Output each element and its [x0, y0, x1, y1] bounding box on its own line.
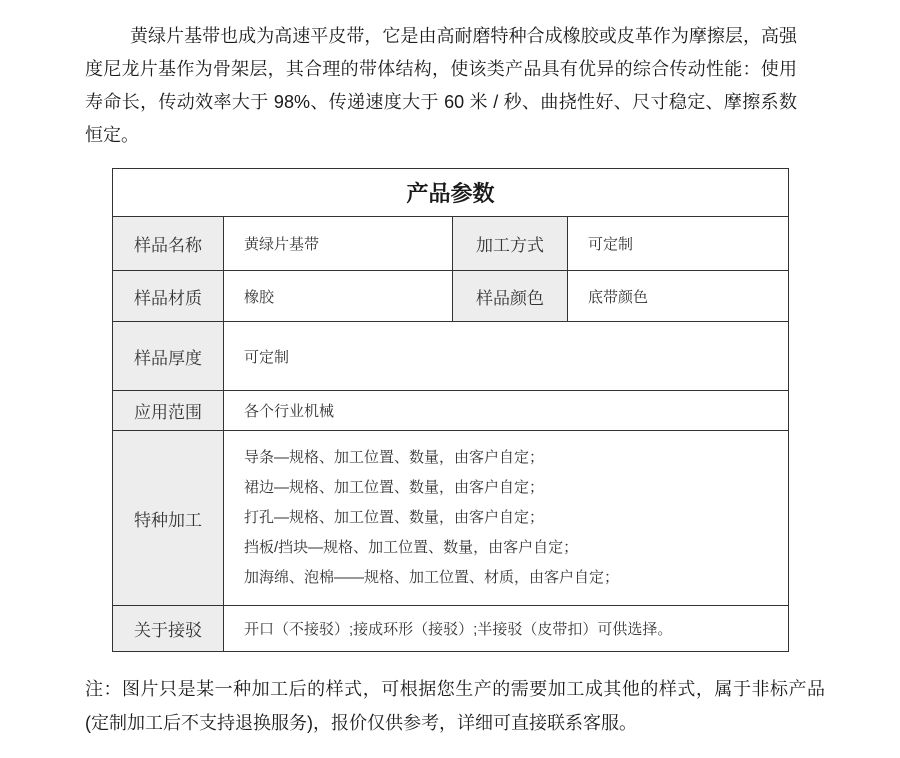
table-title-row	[113, 169, 789, 217]
param-value-sample-thickness: 可定制	[224, 322, 789, 391]
param-value-sample-material: 橡胶	[224, 271, 453, 322]
param-label-sample-name: 样品名称	[113, 217, 224, 271]
param-value-sample-color: 底带颜色	[568, 271, 789, 322]
table-row	[113, 431, 789, 606]
param-label-special-processing: 特种加工	[113, 431, 224, 606]
product-params-table	[112, 168, 789, 652]
special-processing-line: 加海绵、泡棉——规格、加工位置、材质，由客户自定；	[244, 569, 620, 586]
table-title: 产品参数	[113, 169, 789, 217]
param-label-sample-material: 样品材质	[113, 271, 224, 322]
param-value-sample-name: 黄绿片基带	[224, 217, 453, 271]
footer-note: 注：图片只是某一种加工后的样式，可根据您生产的需要加工成其他的样式，属于非标产品(定制加工后不支持退换服务)，报价仅供参考，详细可直接联系客服。	[85, 679, 825, 733]
param-label-joint-info: 关于接驳	[113, 606, 224, 652]
param-value-application-range: 各个行业机械	[224, 391, 789, 431]
param-value-special-processing	[224, 431, 789, 606]
param-value-joint-info: 开口（不接驳）;接成环形（接驳）;半接驳（皮带扣）可供选择。	[224, 606, 789, 652]
intro-paragraph: 黄绿片基带也成为高速平皮带，它是由高耐磨特种合成橡胶或皮革作为摩擦层，高强度尼龙片基作为骨架层，其合理的带体结构，使该类产品具有优异的综合传动性能：使用寿命长，传动效率大于 98%、传递速度大于 60 米 / 秒、曲挠性好、尺寸稳定、摩擦系数恒定。	[85, 26, 797, 145]
table-row	[113, 322, 789, 391]
param-value-processing-method: 可定制	[568, 217, 789, 271]
param-label-sample-color: 样品颜色	[453, 271, 568, 322]
special-processing-line: 挡板/挡块—规格、加工位置、数量，由客户自定；	[244, 539, 579, 556]
special-processing-line: 导条—规格、加工位置、数量，由客户自定；	[244, 449, 545, 466]
special-processing-line: 打孔—规格、加工位置、数量，由客户自定；	[244, 509, 545, 526]
param-label-application-range: 应用范围	[113, 391, 224, 431]
table-row	[113, 217, 789, 271]
special-processing-line: 裙边—规格、加工位置、数量，由客户自定；	[244, 479, 545, 496]
param-label-sample-thickness: 样品厚度	[113, 322, 224, 391]
param-label-processing-method: 加工方式	[453, 217, 568, 271]
table-row	[113, 271, 789, 322]
table-row	[113, 606, 789, 652]
table-row	[113, 391, 789, 431]
